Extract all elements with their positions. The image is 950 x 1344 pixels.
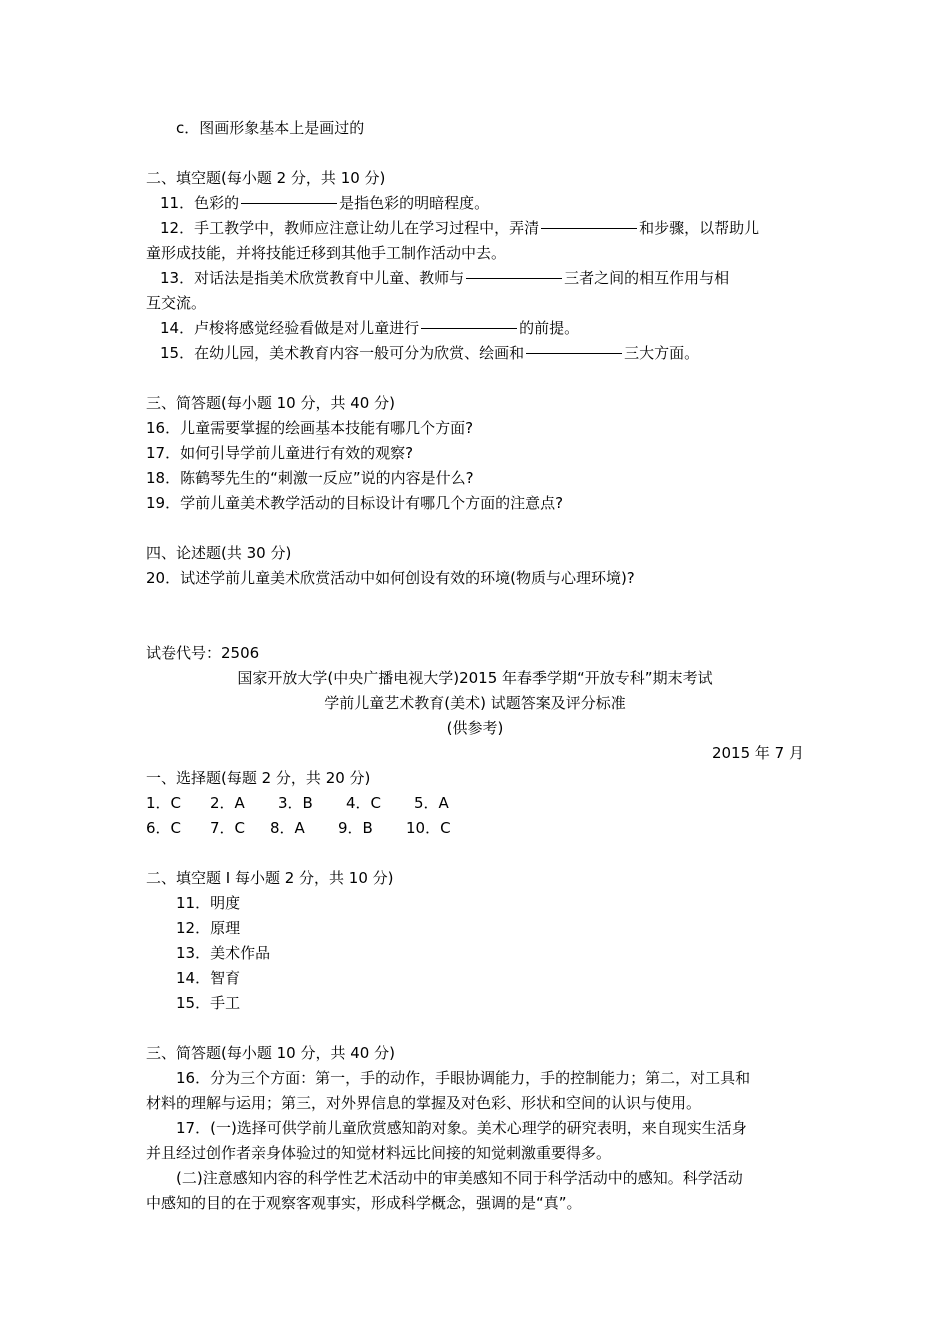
q11-blank	[241, 203, 337, 204]
answers2-heading: 二、填空题 I 每小题 2 分，共 10 分)	[146, 869, 394, 887]
answer-6: 6．C	[146, 819, 182, 837]
question-15	[160, 343, 699, 363]
q15-pre: 15．在幼儿园，美术教育内容一般可分为欣赏、绘画和	[160, 344, 525, 362]
q15-post: 三大方面。	[624, 344, 700, 362]
answer-title-3: (供参考)	[446, 719, 504, 737]
answer-date: 2015 年 7 月	[711, 744, 804, 762]
question-18: 18．陈鹤琴先生的“刺激一反应”说的内容是什么?	[146, 469, 474, 487]
q13-blank	[466, 278, 562, 279]
answer-10: 10．C	[406, 819, 451, 837]
answer-14: 14．智育	[176, 969, 241, 987]
question-16: 16．儿童需要掌握的绘画基本技能有哪几个方面?	[146, 419, 474, 437]
answer-17-line3: (二)注意感知内容的科学性艺术活动中的审美感知不同于科学活动中的感知。科学活动	[176, 1169, 743, 1187]
section4-heading: 四、论述题(共 30 分)	[146, 544, 292, 562]
answer-4: 4．C	[346, 794, 382, 812]
q12-blank	[541, 228, 637, 229]
answers1-row1	[146, 793, 449, 813]
q13-post: 三者之间的相互作用与相	[564, 269, 730, 287]
q14-post: 的前提。	[519, 319, 580, 337]
answer-11: 11．明度	[176, 894, 241, 912]
question-20: 20．试述学前儿童美术欣赏活动中如何创设有效的环境(物质与心理环境)?	[146, 569, 635, 587]
question-17: 17．如何引导学前儿童进行有效的观察?	[146, 444, 414, 462]
answer-8: 8．A	[270, 819, 305, 837]
q11-pre: 11．色彩的	[160, 194, 240, 212]
question-13-cont: 互交流。	[146, 294, 207, 312]
question-13	[160, 268, 729, 288]
answer-2: 2．A	[210, 794, 245, 812]
q14-blank	[421, 328, 517, 329]
question-19: 19．学前儿童美术教学活动的目标设计有哪几个方面的注意点?	[146, 494, 564, 512]
paper-code: 试卷代号：2506	[146, 644, 260, 662]
answer-17-line2: 并且经过创作者亲身体验过的知觉材料远比间接的知觉刺激重要得多。	[146, 1144, 612, 1162]
answer-title-1: 国家开放大学(中央广播电视大学)2015 年春季学期“开放专科”期末考试	[237, 669, 713, 687]
answer-13: 13．美术作品	[176, 944, 271, 962]
answer-12: 12．原理	[176, 919, 241, 937]
answer-16-line2: 材料的理解与运用；第三，对外界信息的掌握及对色彩、形状和空间的认识与使用。	[146, 1094, 702, 1112]
q12-pre: 12．手工教学中，教师应注意让幼儿在学习过程中，弄清	[160, 219, 540, 237]
answer-15: 15．手工	[176, 994, 241, 1012]
answers3-heading: 三、简答题(每小题 10 分，共 40 分)	[146, 1044, 395, 1062]
section3-heading: 三、简答题(每小题 10 分，共 40 分)	[146, 394, 395, 412]
q12-post: 和步骤，以帮助儿	[639, 219, 760, 237]
question-12-cont: 童形成技能，并将技能迁移到其他手工制作活动中去。	[146, 244, 507, 262]
answer-16-line1: 16．分为三个方面：第一，手的动作，手眼协调能力，手的控制能力；第二，对工具和	[176, 1069, 751, 1087]
q14-pre: 14．卢梭将感觉经验看做是对儿童进行	[160, 319, 420, 337]
answer-7: 7．C	[210, 819, 246, 837]
question-12	[160, 218, 759, 238]
option-c: c．图画形象基本上是画过的	[176, 119, 365, 137]
answer-title-2: 学前儿童艺术教育(美术) 试题答案及评分标准	[324, 694, 626, 712]
answer-5: 5．A	[414, 794, 449, 812]
q11-post: 是指色彩的明暗程度。	[339, 194, 490, 212]
answer-1: 1．C	[146, 794, 182, 812]
answer-17-line4: 中感知的目的在于观察客观事实，形成科学概念，强调的是“真”。	[146, 1194, 582, 1212]
answers1-heading: 一、选择题(每题 2 分，共 20 分)	[146, 769, 371, 787]
question-14	[160, 318, 579, 338]
answer-17-line1: 17．(一)选择可供学前儿童欣赏感知韵对象。美术心理学的研究表明，来自现实生活身	[176, 1119, 747, 1137]
question-11	[160, 193, 489, 213]
q15-blank	[526, 353, 622, 354]
q13-pre: 13．对话法是指美术欣赏教育中儿童、教师与	[160, 269, 465, 287]
answers1-row2	[146, 818, 451, 838]
answer-3: 3．B	[278, 794, 313, 812]
answer-9: 9．B	[338, 819, 373, 837]
section2-heading: 二、填空题(每小题 2 分，共 10 分)	[146, 169, 386, 187]
